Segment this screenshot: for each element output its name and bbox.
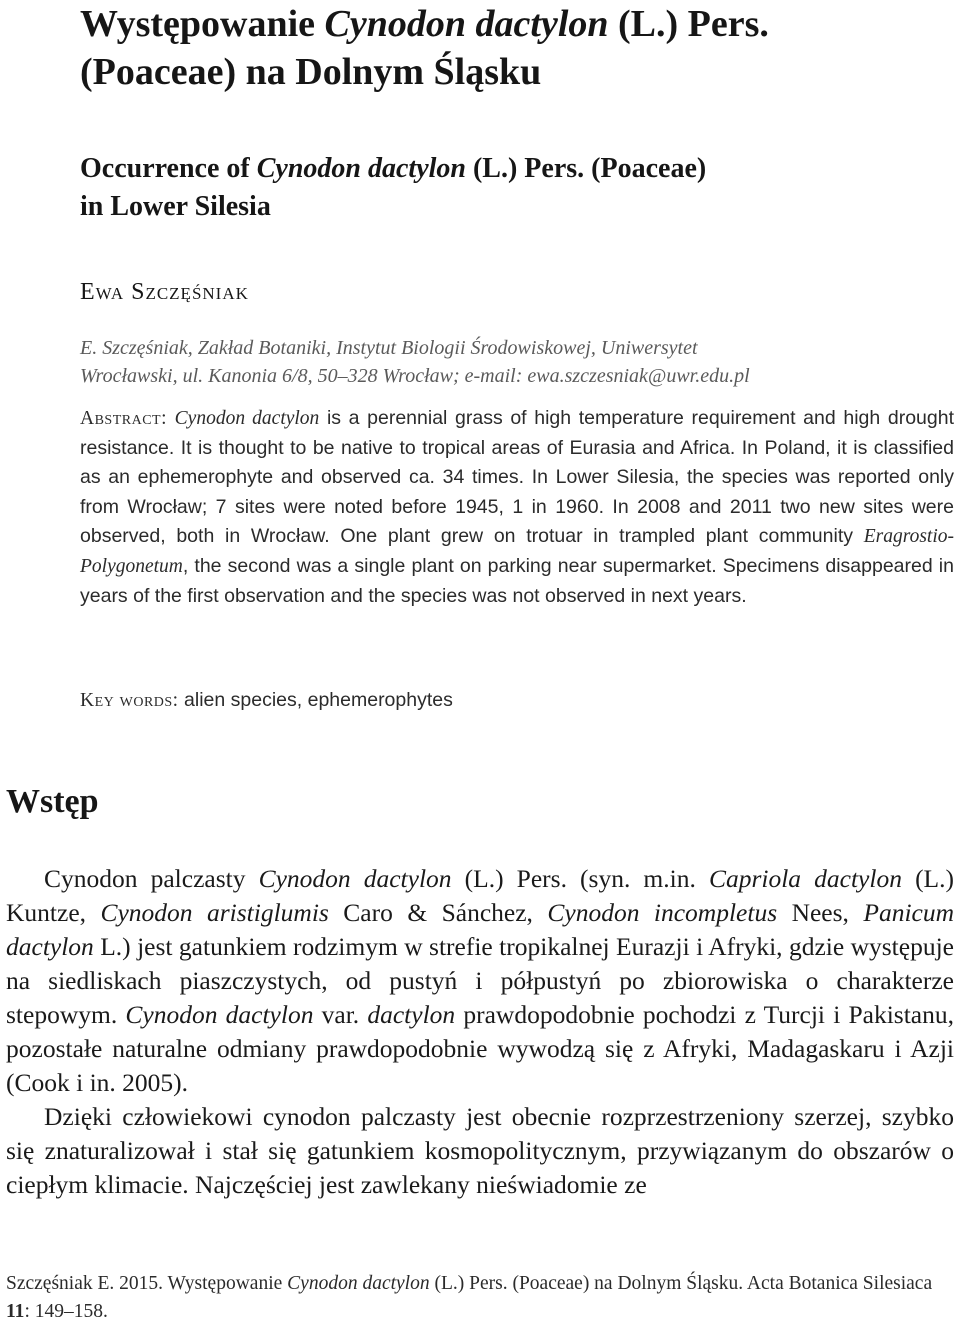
abstract-text: , the second was a single plant on parking near supermarket. Specimens disappeared in years of the first observation and the species was not observed in next years. — [80, 554, 954, 607]
species-name: Panicum dactylon — [6, 898, 955, 961]
title-text: Występowanie — [80, 3, 325, 45]
title-species: Cynodon dactylon — [324, 3, 609, 45]
abstract — [80, 404, 954, 611]
citation-text: (L.) Pers. (Poaceae) na Dolnym Śląsku. Acta Botanica Silesiaca — [429, 1273, 933, 1294]
text: L.) jest gatunkiem rodzimym w strefie tropikalnej Eurazji i Afryki, gdzie występuje na siedliskach piaszczystych, od pustyń i półpustyń po zbiorowiska o charakterze stepowym. — [6, 932, 954, 1029]
text: (L.) Pers. (syn. m.in. — [451, 864, 709, 893]
species-name: Capriola dactylon — [708, 864, 902, 893]
author-affiliation — [80, 334, 940, 390]
polish-title — [80, 0, 940, 96]
keywords-text: alien species, ephemerophytes — [178, 689, 453, 711]
text: Cynodon palczasty — [44, 864, 259, 893]
citation-volume: 11 — [6, 1301, 25, 1322]
citation-text: : 149–158. — [24, 1301, 108, 1322]
text: var. — [313, 1000, 368, 1029]
citation-species: Cynodon dactylon — [287, 1273, 430, 1294]
keywords-label: Key words: — [80, 690, 179, 711]
species-name: Cynodon dactylon — [258, 864, 452, 893]
citation-text: Szczęśniak E. 2015. Występowanie — [6, 1273, 288, 1294]
affiliation-line: E. Szczęśniak, Zakład Botaniki, Instytut Biologii Środowiskowej, Uniwersytet — [80, 337, 698, 359]
title-text: Occurrence of — [80, 153, 257, 184]
abstract-text: is a perennial grass of high temperature requirement and high drought resistance. It is thought to be native to tropical areas of Eurasia and Africa. In Poland, it is classified as an ephemerophyte and observed ca. 34 times. In Lower Silesia, the species was reported only from Wrocław; 7 sites were noted before 1945, 1 in 1960. In 2008 and 2011 two new sites were observed, both in Wrocław. One plant grew on trotuar in trampled plant community — [80, 407, 954, 548]
species-name: Cynodon aristiglumis — [100, 898, 329, 927]
text: prawdopodobnie pochodzi z Turcji i Pakistanu, pozostałe naturalne odmiany prawdopodobnie wywodzą się z Afryki, Madagaskaru i Azji (Cook i in. 2005). — [6, 1000, 954, 1097]
keywords — [80, 686, 954, 715]
citation — [6, 1270, 954, 1326]
text: (L.) Kuntze, — [6, 864, 954, 927]
title-text: in Lower Silesia — [80, 191, 271, 222]
species-name: dactylon — [367, 1000, 456, 1029]
affiliation-line: Wrocławski, ul. Kanonia 6/8, 50–328 Wrocław; e-mail: ewa.szczesniak@uwr.edu.pl — [80, 365, 750, 387]
paragraph — [6, 862, 954, 1100]
author-name: Ewa Szczęśniak — [80, 279, 249, 305]
text: Caro & Sánchez, — [328, 898, 548, 927]
body-text — [6, 862, 954, 1202]
abstract-species: Cynodon dactylon — [174, 408, 320, 429]
title-species: Cynodon dactylon — [256, 153, 466, 184]
title-text: (L.) Pers. — [608, 3, 769, 45]
section-heading: Wstęp — [6, 783, 99, 820]
english-title — [80, 150, 940, 226]
abstract-community: Eragrostio-Polygonetum — [80, 526, 954, 577]
abstract-label: Abstract: — [80, 408, 168, 429]
species-name: Cynodon dactylon — [125, 1000, 314, 1029]
text: Nees, — [777, 898, 864, 927]
species-name: Cynodon incompletus — [547, 898, 778, 927]
title-text: (L.) Pers. (Poaceae) — [465, 153, 707, 184]
paragraph: Dzięki człowiekowi cynodon palczasty jest obecnie rozprzestrzeniony szerzej, szybko się znaturalizował i stał się gatunkiem kosmopolitycznym, przywiązanym do obszarów o ciepłym klimacie. Najczęściej jest zawlekany nieświadomie ze — [6, 1102, 954, 1199]
title-text: (Poaceae) na Dolnym Śląsku — [80, 51, 542, 93]
